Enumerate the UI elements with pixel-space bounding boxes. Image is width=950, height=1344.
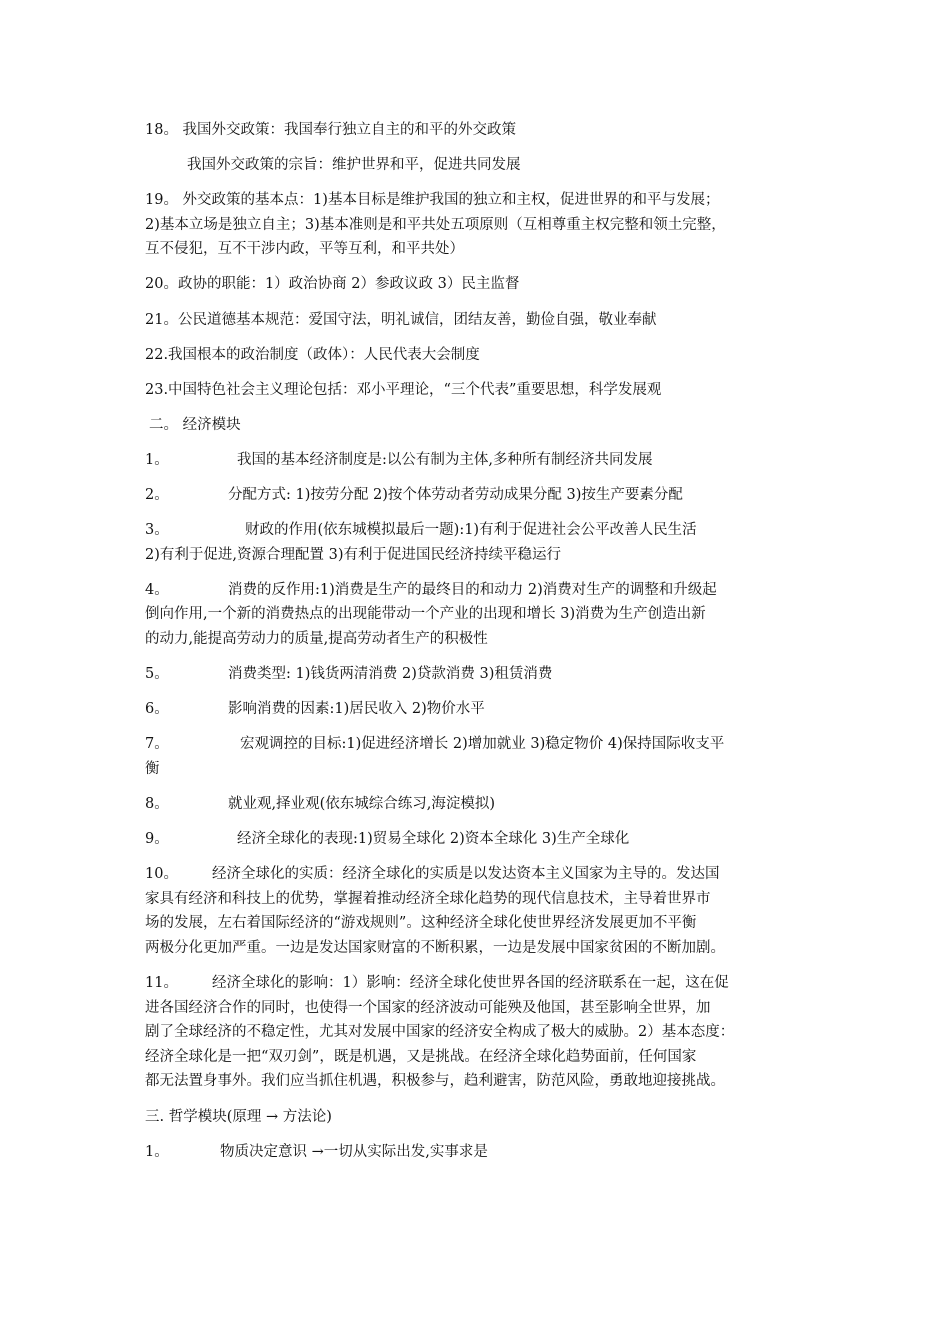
- item-text: 经济全球化是一把“双刃剑”，既是机遇，又是挑战。在经济全球化趋势面前，任何国家: [145, 1048, 697, 1065]
- item-number: 2。: [145, 487, 169, 504]
- item-number: 10。: [145, 866, 178, 883]
- item-number: 6。: [145, 701, 169, 718]
- section-heading-philosophy: 三. 哲学模块(原理 → 方法论): [145, 1108, 332, 1125]
- section-heading-economy: 二。 经济模块: [149, 416, 241, 433]
- item-number: 7。: [145, 736, 169, 753]
- item-text: 倒向作用,一个新的消费热点的出现能带动一个产业的出现和增长 3)消费为生产创造出新: [145, 606, 706, 623]
- item-number: 5。: [145, 666, 169, 683]
- item-text: 都无法置身事外。我们应当抓住机遇，积极参与，趋利避害，防范风险，勇敢地迎接挑战。: [145, 1073, 725, 1090]
- economy-item-4: [145, 578, 810, 652]
- economy-item-1: [145, 448, 810, 473]
- economy-item-10: [145, 862, 810, 960]
- document-body: [145, 118, 810, 1175]
- economy-item-8: [145, 792, 810, 817]
- philosophy-items: [145, 1140, 810, 1165]
- item-text: 经济全球化的表现:1)贸易全球化 2)资本全球化 3)生产全球化: [237, 831, 630, 848]
- item-number: 11。: [145, 975, 178, 992]
- item-number: 3。: [145, 522, 169, 539]
- item-text: 的动力,能提高劳动力的质量,提高劳动者生产的积极性: [145, 631, 488, 647]
- item-text: 财政的作用(依东城模拟最后一题):1)有利于促进社会公平改善人民生活: [245, 522, 697, 539]
- paragraph-18: 18。 我国外交政策：我国奉行独立自主的和平的外交政策: [145, 122, 517, 138]
- item-number: 8。: [145, 795, 169, 812]
- item-text: 就业观,择业观(依东城综合练习,海淀模拟): [228, 795, 496, 812]
- item-number: 1。: [145, 1143, 169, 1160]
- item-text: 衡: [145, 760, 160, 777]
- item-text: 2)有利于促进,资源合理配置 3)有利于促进国民经济持续平稳运行: [145, 546, 561, 563]
- item-text: 剧了全球经济的不稳定性，尤其对发展中国家的经济安全构成了极大的威胁。2）基本态度：: [145, 1024, 735, 1041]
- item-text: 宏观调控的目标:1)促进经济增长 2)增加就业 3)稳定物价 4)保持国际收支平: [240, 736, 725, 753]
- paragraph-19: 19。 外交政策的基本点：1)基本目标是维护我国的独立和主权，促进世界的和平与发展； 2)基本立场是独立自主；3)基本准则是和平共处五项原则（互相尊重主权完整和领土完整， 互不侵犯，互不干涉内政，平等互利，和平共处）: [145, 192, 726, 258]
- economy-item-5: [145, 662, 810, 687]
- paragraph-18-purpose: 我国外交政策的宗旨：维护世界和平，促进共同发展: [187, 157, 521, 174]
- item-number: 9。: [145, 831, 169, 848]
- paragraph-22: 22.我国根本的政治制度（政体）：人民代表大会制度: [145, 346, 480, 363]
- item-text: 两极分化更加严重。一边是发达国家财富的不断积累，一边是发展中国家贫困的不断加剧。: [145, 939, 725, 956]
- item-text: 进各国经济合作的同时，也使得一个国家的经济波动可能殃及他国，甚至影响全世界，加: [145, 999, 711, 1016]
- philosophy-item-1: [145, 1140, 810, 1165]
- item-text: 物质决定意识 →一切从实际出发,实事求是: [220, 1143, 488, 1160]
- item-text: 经济全球化的实质：经济全球化的实质是以发达资本主义国家为主导的。发达国: [212, 866, 720, 883]
- paragraph-21: 21。公民道德基本规范：爱国守法，明礼诚信，团结友善，勤俭自强，敬业奉献: [145, 311, 657, 328]
- economy-item-6: [145, 697, 810, 722]
- economy-item-2: [145, 483, 810, 508]
- item-text: 消费的反作用:1)消费是生产的最终目的和动力 2)消费对生产的调整和升级起: [228, 581, 717, 598]
- item-text: 分配方式: 1)按劳分配 2)按个体劳动者劳动成果分配 3)按生产要素分配: [228, 487, 683, 504]
- economy-item-11: [145, 971, 810, 1094]
- economy-item-3: [145, 518, 810, 567]
- item-text: 家具有经济和科技上的优势，掌握着推动经济全球化趋势的现代信息技术，主导着世界市: [145, 890, 711, 907]
- item-text: 场的发展，左右着国际经济的“游戏规则”。这种经济全球化使世界经济发展更加不平衡: [145, 915, 697, 932]
- item-text: 消费类型: 1)钱货两清消费 2)贷款消费 3)租赁消费: [228, 666, 553, 683]
- paragraph-20: 20。政协的职能：1）政治协商 2）参政议政 3）民主监督: [145, 276, 520, 293]
- item-text: 我国的基本经济制度是:以公有制为主体,多种所有制经济共同发展: [237, 451, 653, 468]
- economy-item-7: [145, 732, 810, 781]
- item-text: 经济全球化的影响：1）影响：经济全球化使世界各国的经济联系在一起，这在促: [212, 975, 729, 992]
- item-number: 1。: [145, 451, 169, 468]
- economy-item-9: [145, 827, 810, 852]
- paragraph-23: 23.中国特色社会主义理论包括：邓小平理论，“三个代表”重要思想，科学发展观: [145, 381, 662, 398]
- item-text: 影响消费的因素:1)居民收入 2)物价水平: [228, 701, 485, 718]
- item-number: 4。: [145, 581, 169, 598]
- economy-items: [145, 448, 810, 1094]
